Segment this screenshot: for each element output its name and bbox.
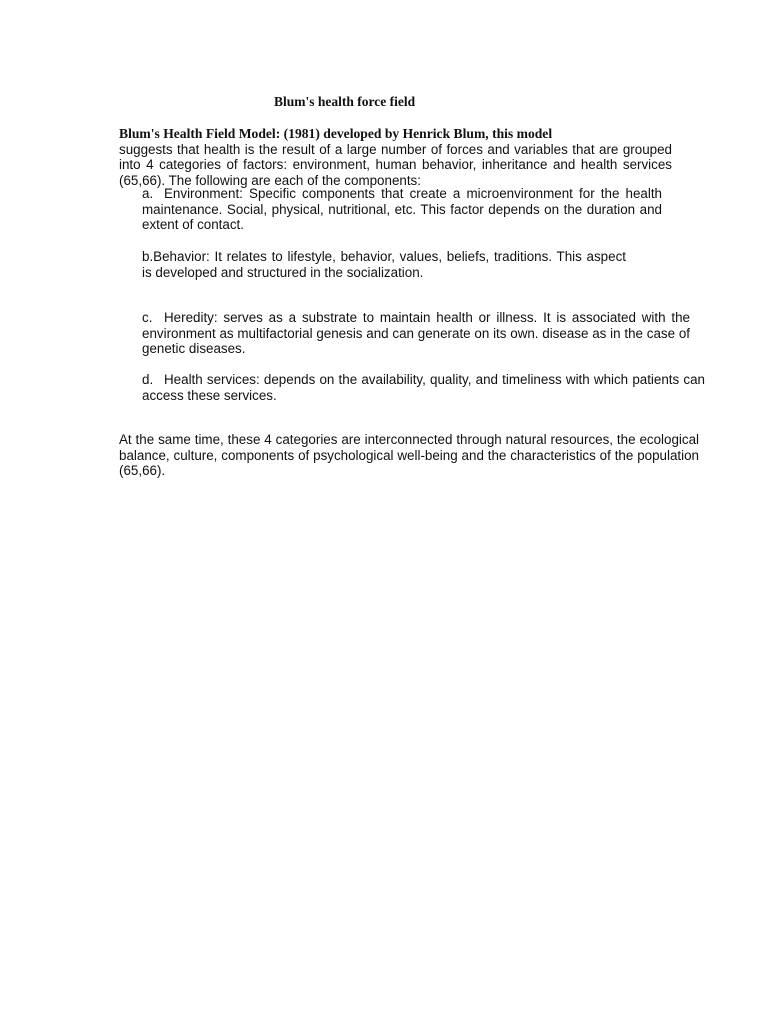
list-marker: c. xyxy=(142,310,153,325)
list-item-heredity xyxy=(142,310,690,357)
list-marker: a. xyxy=(142,186,154,201)
intro-paragraph xyxy=(119,126,672,188)
list-item-environment xyxy=(142,186,662,233)
list-item-text: Heredity: serves as a substrate to maintain health or illness. It is associated with the environment as multifactorial genesis and can generate on its own. disease as in the case of genetic diseases. xyxy=(142,310,690,356)
closing-paragraph: At the same time, these 4 categories are interconnected through natural resources, the ecological balance, culture, components of psychological well-being and the characteristics of the population (65,66). xyxy=(119,432,699,478)
intro-text: suggests that health is the result of a large number of forces and variables that are grouped into 4 categories of factors: environment, human behavior, inheritance and health services (65,66). The following are each of the components: xyxy=(119,141,672,188)
list-marker: b. xyxy=(142,249,154,264)
intro-lead: Blum's Health Field Model: (1981) developed by Henrick Blum, this model xyxy=(119,126,553,141)
list-item-behavior xyxy=(142,249,626,280)
list-item-text: Behavior: It relates to lifestyle, behavior, values, beliefs, traditions. This aspect is developed and structured in the socialization. xyxy=(142,249,626,280)
list-marker: d. xyxy=(142,372,154,387)
document-title: Blum's health force field xyxy=(274,94,416,109)
list-item-text: Environment: Specific components that create a microenvironment for the health maintenance. Social, physical, nutritional, etc. This factor depends on the duration and extent of contact. xyxy=(142,186,662,232)
list-item-text: Health services: depends on the availability, quality, and timeliness with which patients can access these services. xyxy=(142,372,705,403)
list-item-health-services xyxy=(142,372,705,403)
